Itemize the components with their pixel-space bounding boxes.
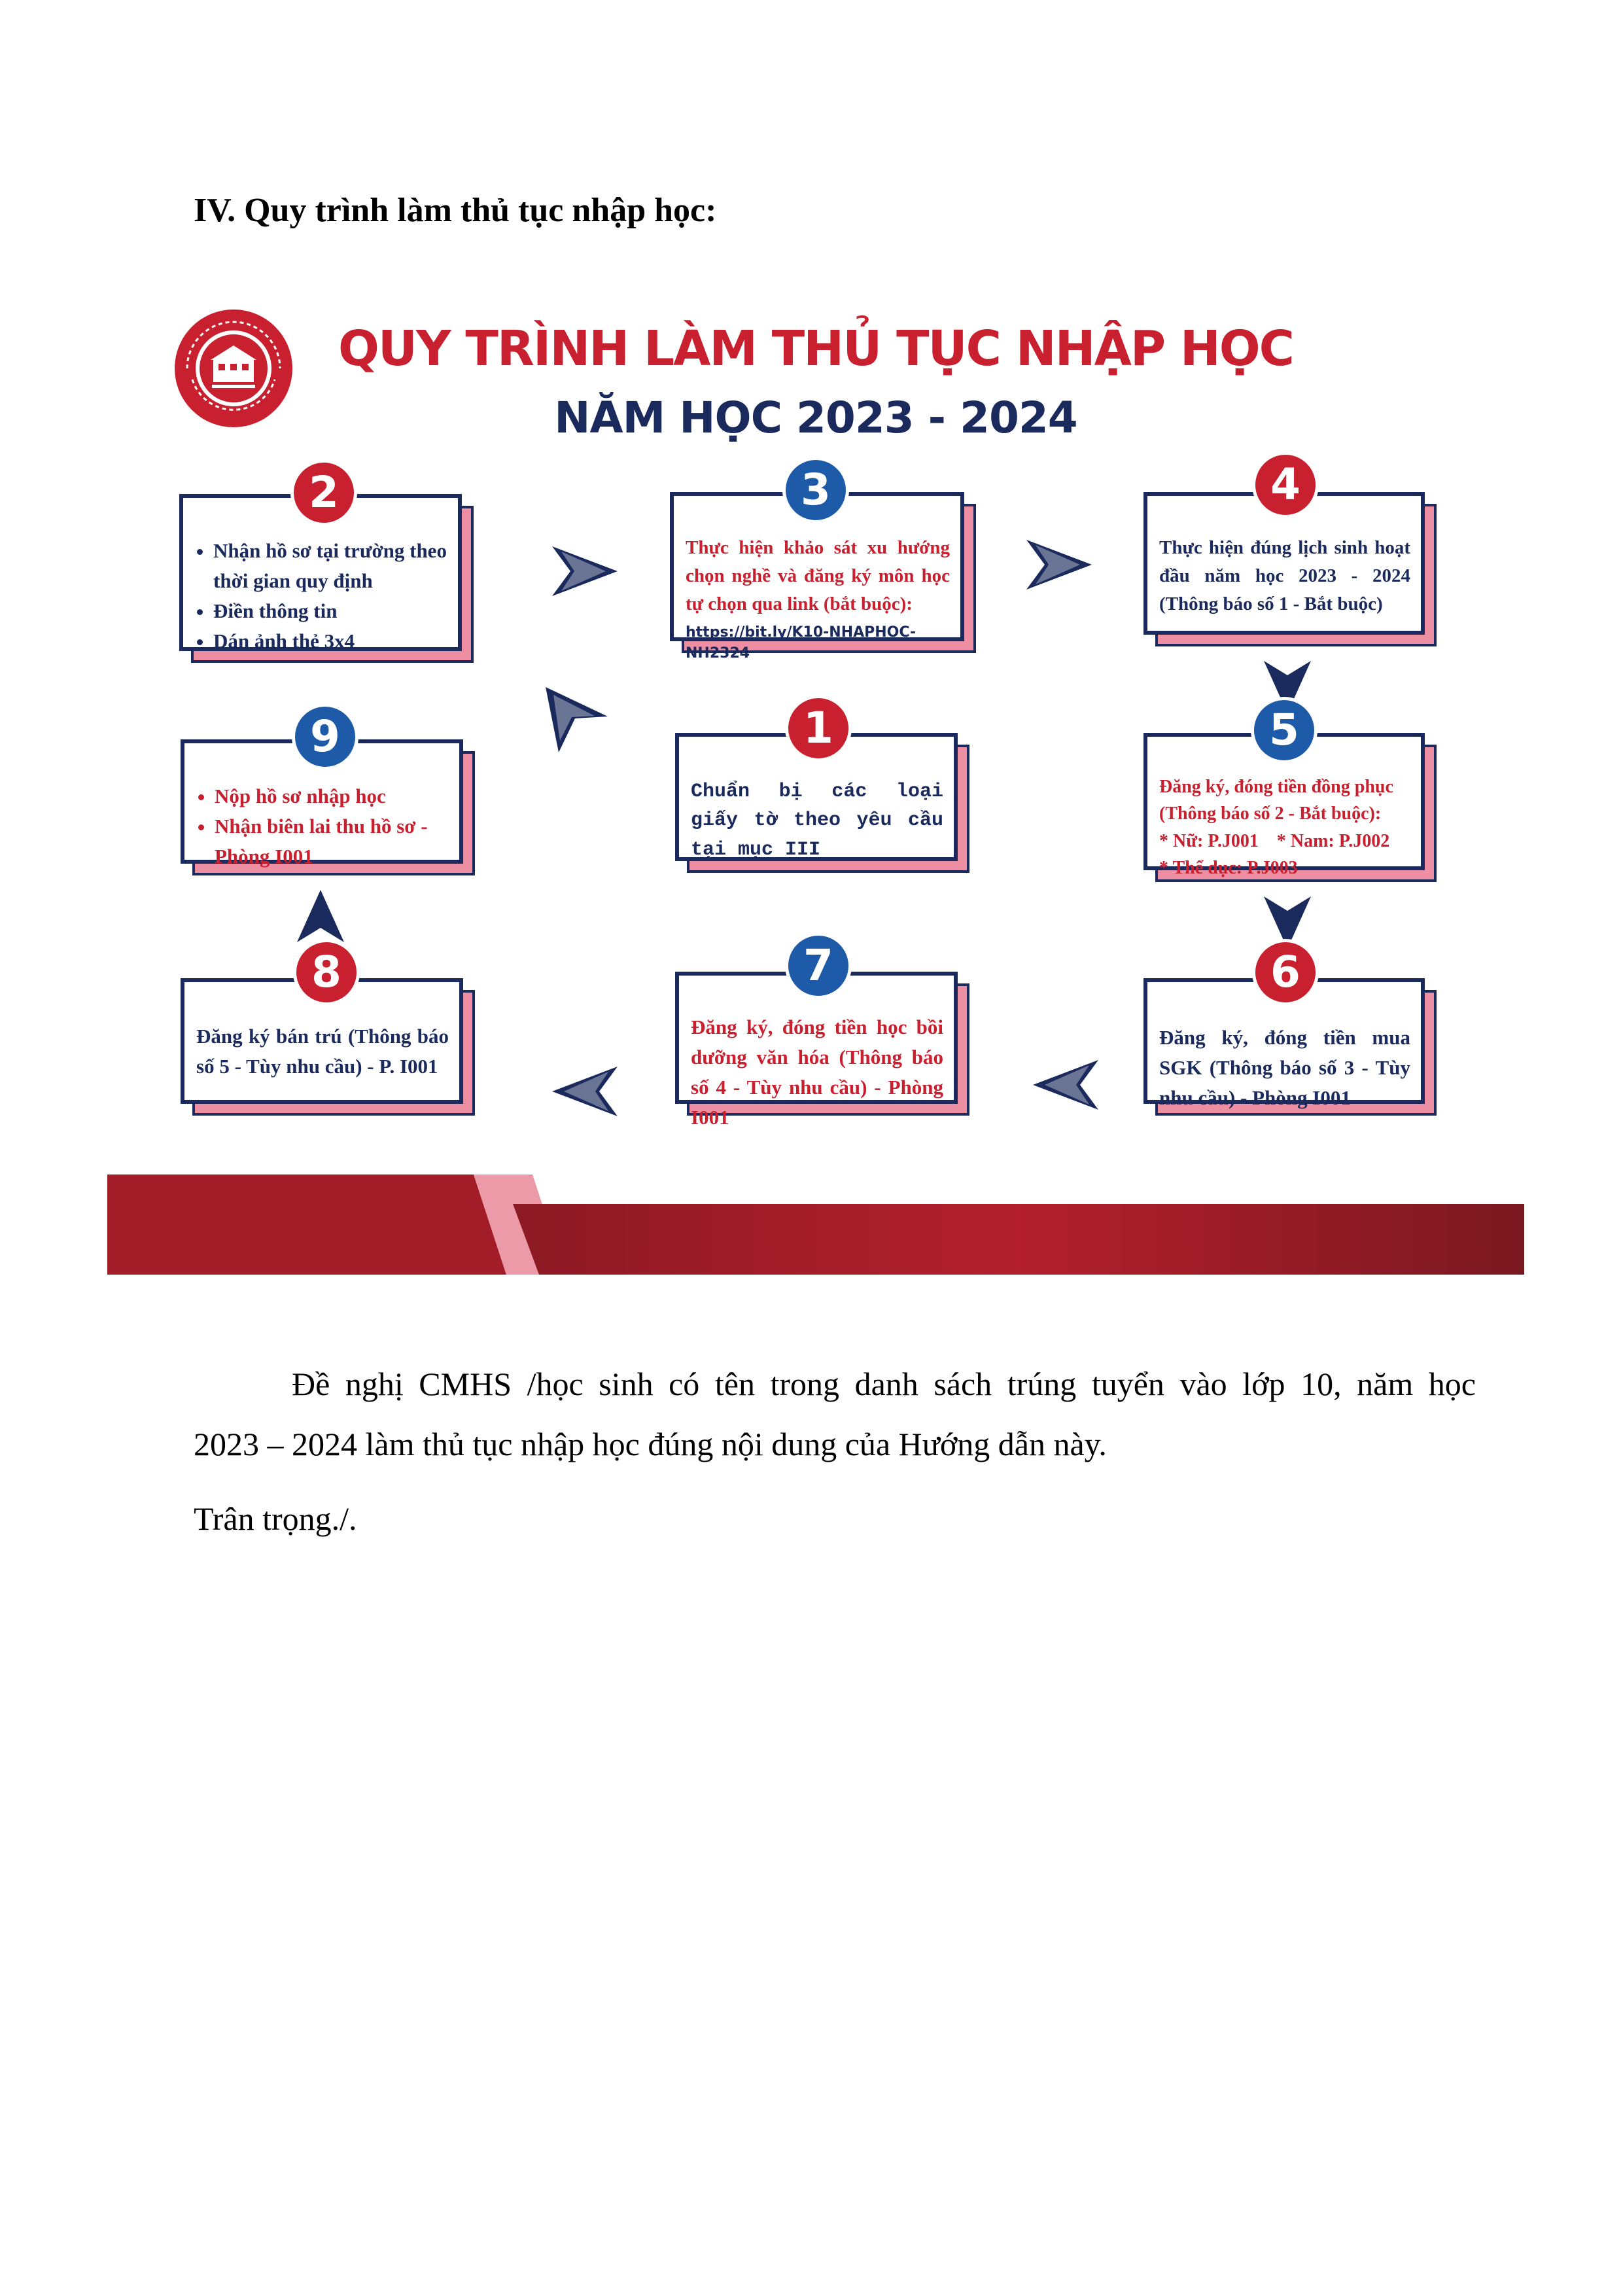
infographic-title: QUY TRÌNH LÀM THỦ TỤC NHẬP HỌC <box>338 321 1293 377</box>
closing-paragraph-line-2 <box>194 1413 1476 1475</box>
paragraph-text: 2023 – 2024 làm thủ tục nhập học đúng nội dung của Hướng dẫn này. <box>194 1426 1107 1462</box>
closing-paragraph-line-1 <box>194 1353 1476 1415</box>
step-6-badge: 6 <box>1252 939 1319 1006</box>
arrow-right-icon <box>1026 540 1092 590</box>
step-3-badge: 3 <box>782 457 849 523</box>
step-1-badge: 1 <box>785 695 852 762</box>
regards-text: Trân trọng./. <box>194 1500 357 1537</box>
step-2-badge: 2 <box>290 459 357 526</box>
step-5-line: * Thể dục: P.J003 <box>1159 858 1298 879</box>
paragraph-text: Đề nghị CMHS /học sinh có tên trong danh sách trúng tuyển vào lớp 10, năm học <box>292 1366 1476 1402</box>
step-9-item: • Nhận biên lai thu hồ sơ - Phòng I001 <box>215 811 449 872</box>
step-5-line: * Nữ: P.J001 * Nam: P.J002 <box>1159 830 1390 851</box>
step-8-badge: 8 <box>293 939 360 1006</box>
step-1-text: Chuẩn bị các loại giấy tờ theo yêu cầu tại mục III <box>691 781 943 861</box>
step-2-item: • Điền thông tin <box>213 596 447 626</box>
arrow-left-icon <box>1033 1060 1098 1110</box>
arrow-up-left-icon <box>546 687 608 752</box>
step-7-badge: 7 <box>785 932 852 999</box>
step-4-badge: 4 <box>1252 451 1319 518</box>
arrow-right-icon <box>552 546 618 596</box>
step-5-badge: 5 <box>1251 697 1318 764</box>
step-7-text: Đăng ký, đóng tiền học bồi dưỡng văn hóa (Thông báo số 4 - Tùy nhu cầu) - Phòng I001 <box>691 1016 943 1129</box>
arrow-left-icon <box>552 1067 618 1116</box>
step-3-text: Thực hiện khảo sát xu hướng chọn nghề và đăng ký môn học tự chọn qua link (bắt buộc): <box>686 537 950 614</box>
step-6-text: Đăng ký, đóng tiền mua SGK (Thông báo số 3 - Tùy nhu cầu) - Phòng I001 <box>1159 1026 1410 1109</box>
arrow-up-icon <box>297 890 344 942</box>
step-2-item: • Nhận hồ sơ tại trường theo thời gian quy định <box>213 536 447 596</box>
step-9-badge: 9 <box>292 703 358 770</box>
step-4-text: Thực hiện đúng lịch sinh hoạt đầu năm học 2023 - 2024 (Thông báo số 1 - Bắt buộc) <box>1159 537 1410 614</box>
infographic-subtitle: NĂM HỌC 2023 - 2024 <box>554 393 1077 443</box>
closing-regards <box>194 1488 1476 1549</box>
step-5-line: (Thông báo số 2 - Bắt buộc): <box>1159 804 1382 824</box>
step-3-link[interactable]: https://bit.ly/K10-NHAPHOC-NH2324 <box>686 624 916 662</box>
step-2-item: • Dán ảnh thẻ 3x4 <box>213 626 447 656</box>
step-9-item: • Nộp hồ sơ nhập học <box>215 781 449 811</box>
admission-process-infographic <box>107 288 1524 1275</box>
step-5-line: Đăng ký, đóng tiền đồng phục <box>1159 777 1393 797</box>
step-8-text: Đăng ký bán trú (Thông báo số 5 - Tùy nhu cầu) - P. I001 <box>196 1025 449 1078</box>
section-heading: IV. Quy trình làm thủ tục nhập học: <box>194 192 717 229</box>
